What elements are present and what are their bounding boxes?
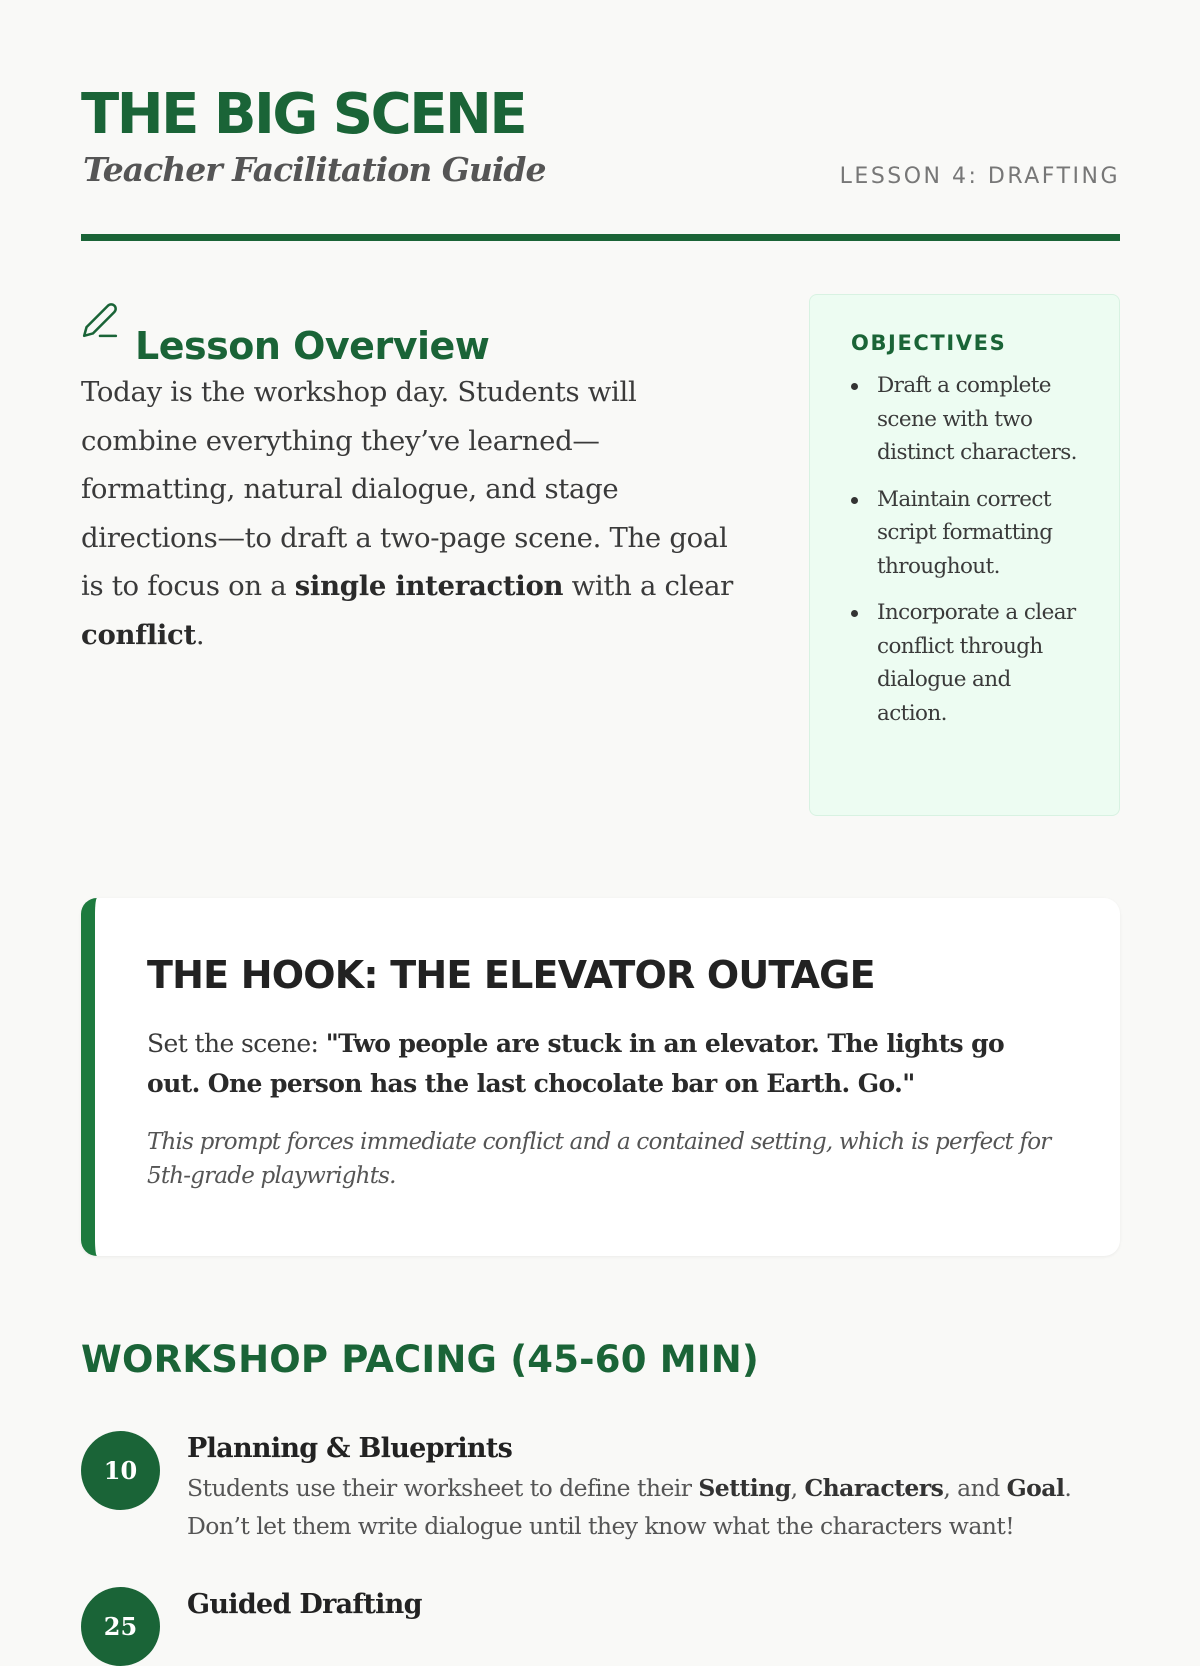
hook-note: This prompt forces immediate conflict and a contained setting, which is perfect for 5th-grade playwrights.: [147, 1129, 1051, 1189]
objective-item: [877, 369, 1079, 470]
overview-emphasis-interaction: single interaction: [294, 570, 564, 602]
page-subtitle: Teacher Facilitation Guide: [83, 150, 546, 189]
objective-item: [877, 596, 1079, 730]
step-body: [187, 1431, 1120, 1545]
step-text-part: Students use their worksheet to define their: [187, 1474, 699, 1502]
step-minutes-badge: 10: [81, 1431, 160, 1510]
hook-title: THE HOOK: THE ELEVATOR OUTAGE: [147, 953, 875, 997]
step-emphasis-setting: Setting: [698, 1474, 791, 1502]
page-title: THE BIG SCENE: [81, 82, 526, 147]
objectives-list: [851, 369, 1079, 730]
bullet-icon: [851, 610, 858, 617]
overview-text-part: with a clear: [563, 570, 734, 602]
step-emphasis-characters: Characters: [804, 1474, 944, 1502]
step-title: Planning & Blueprints: [187, 1433, 513, 1464]
objective-text: Maintain correct script formatting throughout.: [877, 486, 1053, 579]
overview-text: [81, 368, 741, 659]
objective-item: [877, 483, 1079, 584]
overview-text-part: .: [195, 618, 205, 651]
hook-prompt-lead: Set the scene:: [147, 1029, 326, 1058]
pacing-title: WORKSHOP PACING (45-60 MIN): [81, 1338, 759, 1381]
bullet-icon: [851, 383, 858, 390]
step-emphasis-goal: Goal: [1006, 1474, 1065, 1502]
overview-title: Lesson Overview: [135, 323, 490, 368]
step-text: [187, 1469, 1120, 1545]
objective-text: Draft a complete scene with two distinct characters.: [877, 373, 1077, 465]
objectives-box: [809, 294, 1120, 816]
objectives-title: OBJECTIVES: [851, 331, 1007, 355]
bullet-icon: [851, 497, 858, 504]
objective-text: Incorporate a clear conflict through dialogue and action.: [877, 600, 1076, 726]
pencil-icon: [81, 301, 119, 339]
lesson-label: LESSON 4: DRAFTING: [839, 164, 1120, 189]
overview-text-part: Today is the workshop day. Students will combine everything they’ve learned—formatting, natural dialogue, and stage directions—to draft a two-page scene. The goal is to focus on a: [81, 376, 728, 602]
guide-page: [81, 0, 1120, 1641]
hook-prompt: [147, 1024, 1060, 1104]
hook-card: [81, 898, 1120, 1256]
header-divider: [81, 234, 1120, 241]
page-header: [81, 84, 1120, 244]
step-minutes-badge: 25: [81, 1587, 160, 1666]
hook-prompt-quote: "Two people are stuck in an elevator. The lights go out. One person has the last chocolate bar on Earth. Go.": [147, 1029, 1005, 1098]
step-title: Guided Drafting: [187, 1589, 422, 1620]
step-text-part: . Don’t let them write dialogue until they know what the characters want!: [187, 1474, 1072, 1540]
overview-heading: [81, 292, 741, 368]
lesson-overview: [81, 292, 741, 659]
step-text-part: ,: [790, 1474, 805, 1502]
step-body: [187, 1587, 1120, 1623]
step-text-part: , and: [943, 1474, 1007, 1502]
overview-emphasis-conflict: conflict: [81, 618, 196, 651]
